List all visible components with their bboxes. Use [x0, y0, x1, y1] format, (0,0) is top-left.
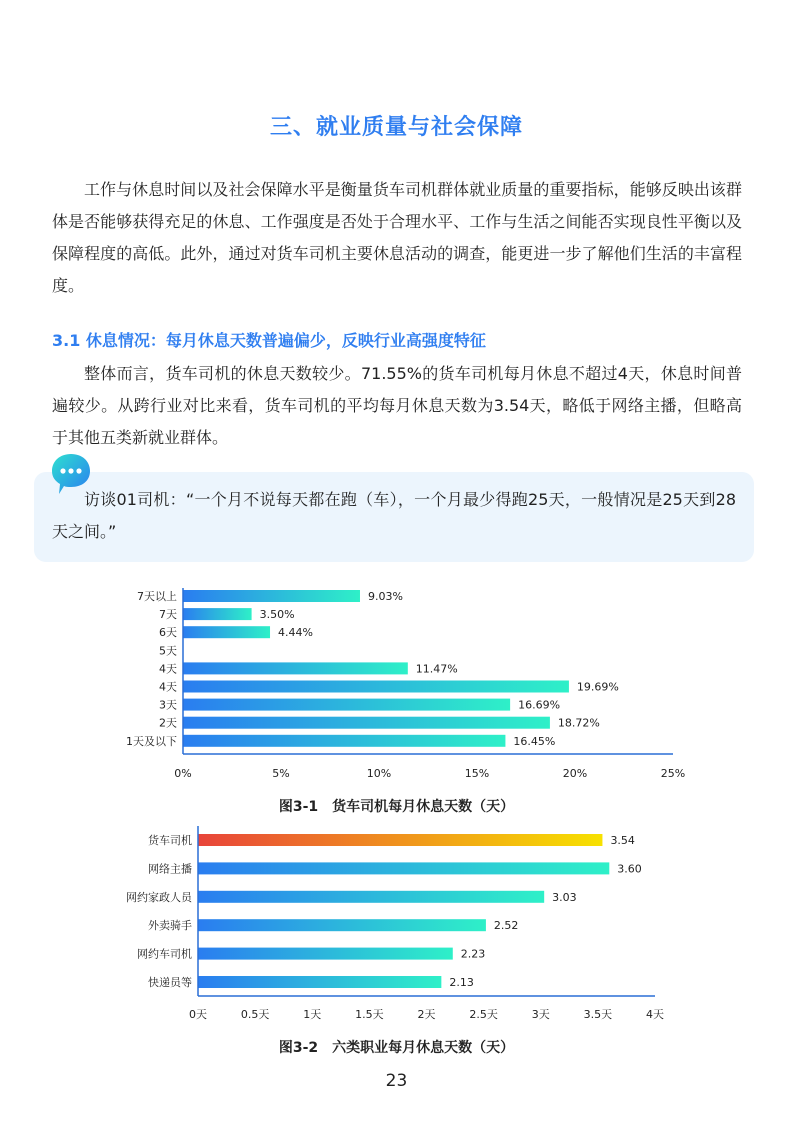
chart-value-label: 3.03 [552, 890, 577, 904]
chart-bar [198, 834, 602, 846]
chart-tick-label: 2天 [417, 1008, 436, 1021]
chart-tick-label: 0% [174, 767, 192, 780]
chart-category-label: 外卖骑手 [148, 919, 192, 933]
chart-category-label: 网约家政人员 [126, 890, 192, 904]
chart-category-label: 网约车司机 [137, 947, 192, 961]
chart-value-label: 11.47% [415, 662, 458, 676]
chart-bar [183, 590, 360, 602]
chart-bar [183, 608, 252, 620]
quote-box [34, 472, 754, 562]
chart2-caption: 图3-2 六类职业每月休息天数（天） [278, 1040, 515, 1056]
chart-rest-days-distribution [0, 580, 793, 785]
chart-bar [183, 717, 550, 729]
chart-bar [183, 699, 510, 711]
chart-tick-label: 10% [366, 767, 392, 780]
chart-category-label: 3天 [159, 698, 177, 712]
chart-value-label: 3.54 [610, 834, 635, 847]
chart-category-label: 6天 [159, 626, 177, 640]
chart-value-label: 19.69% [576, 680, 619, 694]
chart-value-label: 2.52 [493, 919, 519, 933]
chart-category-label: 快递员等 [148, 976, 192, 989]
chart-category-label: 7天 [159, 608, 177, 622]
chart-bar [183, 626, 270, 638]
chart-tick-label: 1.5天 [355, 1008, 384, 1021]
chart-bar [198, 862, 609, 874]
chart-bar [183, 662, 408, 674]
chart-tick-label: 4天 [646, 1008, 664, 1021]
chart-value-label: 3.60 [617, 862, 642, 876]
quote-text: 访谈01司机：“一个月不说每天都在跑（车），一个月最少得跑25天，一般情况是25天到28天之间。” [52, 490, 736, 541]
chart-bar [198, 948, 453, 960]
chart-category-label: 7天以上 [137, 590, 177, 603]
chart-tick-label: 2.5天 [469, 1008, 498, 1021]
chart-bar [198, 891, 544, 903]
page-title: 三、就业质量与社会保障 [269, 115, 523, 140]
chart-occupation-rest-days [0, 820, 793, 1030]
chart-tick-label: 3天 [531, 1008, 550, 1021]
chart-category-label: 4天 [159, 680, 177, 694]
chart-bar [198, 919, 486, 931]
intro-paragraph: 工作与休息时间以及社会保障水平是衡量货车司机群体就业质量的重要指标，能够反映出该群体是否能够获得充足的休息、工作强度是否处于合理水平、工作与生活之间能否实现良性平衡以及保障程度的高低。此外，通过对货车司机主要休息活动的调查，能更进一步了解他们生活的丰富程度。 [52, 180, 742, 295]
chart-category-label: 网络主播 [148, 862, 192, 876]
chart-category-label: 4天 [159, 662, 177, 676]
section-heading: 3.1 休息情况：每月休息天数普遍偏少，反映行业高强度特征 [52, 331, 486, 350]
chart-value-label: 16.45% [513, 734, 556, 748]
chart-value-label: 2.13 [449, 976, 474, 989]
chat-bubble-icon [50, 452, 92, 496]
chart-bar [183, 681, 569, 693]
chart-value-label: 16.69% [518, 698, 561, 712]
chart-category-label: 2天 [159, 716, 177, 730]
page-number: 23 [385, 1071, 408, 1091]
chart-tick-label: 5% [272, 767, 290, 780]
chart-category-label: 5天 [159, 644, 177, 658]
chart-value-label: 9.03% [367, 590, 403, 603]
chart-tick-label: 0.5天 [240, 1008, 270, 1021]
chart-tick-label: 25% [660, 767, 686, 780]
chart-bar [198, 976, 441, 988]
chart-category-label: 货车司机 [148, 834, 192, 847]
chart-tick-label: 0天 [189, 1008, 207, 1021]
chart1-caption: 图3-1 货车司机每月休息天数（天） [278, 799, 515, 815]
chart-value-label: 18.72% [557, 716, 600, 730]
chart-value-label: 4.44% [278, 626, 313, 640]
chart-value-label: 2.23 [460, 947, 486, 961]
chart-tick-label: 1天 [303, 1008, 322, 1021]
section-paragraph: 整体而言，货车司机的休息天数较少。71.55%的货车司机每月休息不超过4天，休息时间普遍较少。从跨行业对比来看，货车司机的平均每月休息天数为3.54天，略低于网络主播，但略高于其他五类新就业群体。 [52, 364, 742, 447]
chart-tick-label: 15% [464, 767, 490, 780]
chart-bar [183, 735, 505, 747]
chart-value-label: 3.50% [259, 608, 295, 622]
chart-tick-label: 3.5天 [583, 1008, 613, 1021]
chart-tick-label: 20% [562, 767, 588, 780]
chart-category-label: 1天及以下 [126, 734, 177, 748]
